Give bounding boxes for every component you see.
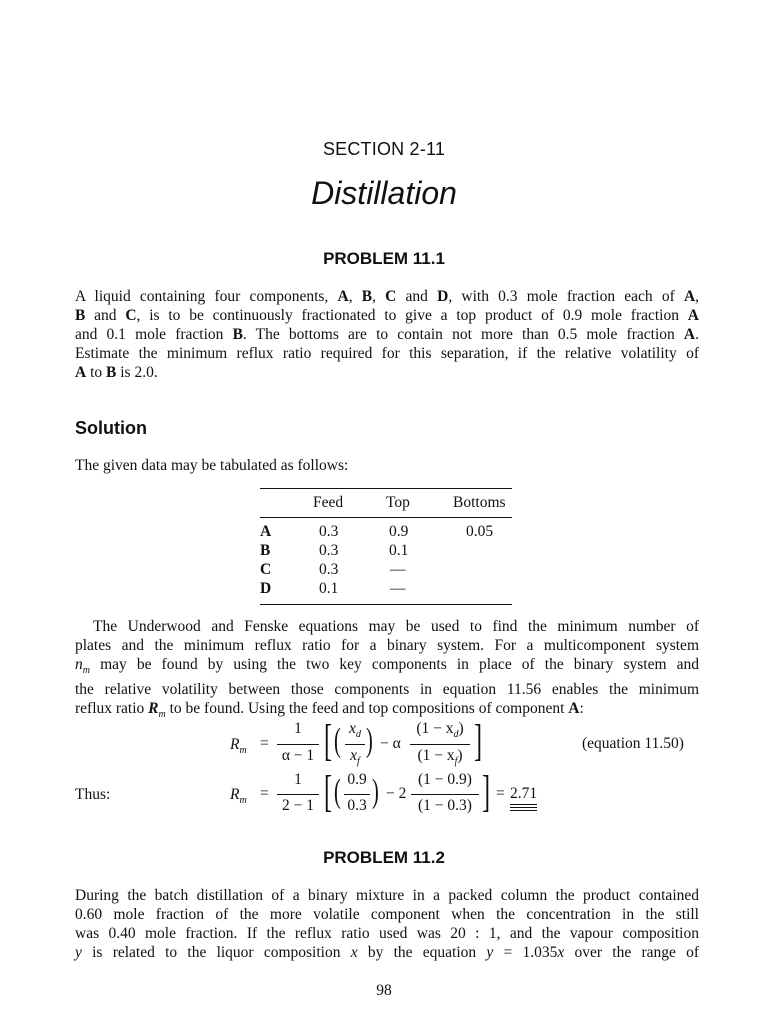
table-top-rule: [260, 488, 512, 489]
fraction-denominator: 0.3: [347, 797, 367, 814]
table-cell: 0.3: [319, 523, 339, 540]
left-bracket: [: [324, 767, 333, 816]
minus-two: − 2: [386, 785, 407, 802]
right-paren: ): [366, 722, 373, 759]
table-cell: 0.9: [389, 523, 409, 540]
equals-sign: =: [260, 735, 269, 752]
column-header-top: Top: [386, 494, 410, 511]
equation-lhs: $R_m$: [230, 786, 247, 807]
fraction-numerator: $(1 - x_d)$: [416, 720, 464, 741]
equals-sign: =: [260, 785, 269, 802]
text-line: the relative volatility between those components in equation 11.56 enables the minimum: [75, 681, 699, 699]
text-line: and 0.1 mole fraction B. The bottoms are to contain not more than 0.5 mole fraction A.: [75, 326, 699, 343]
text-line: During the batch distillation of a binary mixture in a packed column the product contained: [75, 887, 699, 904]
fraction-bar: [410, 744, 470, 745]
fraction-bar: [277, 744, 319, 745]
chapter-title: Distillation: [311, 175, 457, 211]
text-line: A to B is 2.0.: [75, 364, 158, 381]
section-label: SECTION 2-11: [322, 139, 446, 159]
table-cell: 0.3: [319, 561, 339, 578]
text-line: reflux ratio $R_m$ to be found. Using the feed and top compositions of component A:: [75, 700, 584, 721]
column-header-bottoms: Bottoms: [453, 494, 506, 511]
text-line: 0.60 mole fraction of the more volatile component when the concentration in the still: [75, 906, 699, 923]
fraction-bar: [277, 794, 319, 795]
problem-statement: [75, 287, 699, 382]
right-bracket: ]: [474, 716, 483, 765]
thus-label: Thus:: [75, 786, 111, 803]
equals-sign: =: [496, 785, 505, 802]
solution-heading: Solution: [75, 418, 147, 438]
row-label: C: [260, 561, 272, 578]
fraction-denominator: $(1 - x_f)$: [417, 747, 463, 768]
final-result: 2.71: [510, 785, 537, 805]
solution-intro: [75, 456, 699, 475]
minus-alpha: − α: [380, 735, 401, 752]
problem-statement: [75, 886, 699, 962]
row-label: D: [260, 580, 272, 597]
equation-lhs: $R_m$: [230, 736, 247, 757]
fraction-numerator: 1: [294, 720, 302, 737]
text-line: was 0.40 mole fraction. If the reflux ratio used was 20 : 1, and the vapour composition: [75, 925, 699, 942]
table-bottom-rule: [260, 604, 512, 605]
left-paren: (: [334, 722, 341, 759]
table-cell: 0.1: [389, 542, 409, 559]
table-cell: —: [390, 580, 406, 597]
right-paren: ): [372, 773, 379, 810]
table-cell: —: [390, 561, 406, 578]
fraction-numerator: 0.9: [347, 771, 367, 788]
fraction-numerator: (1 − 0.9): [418, 771, 472, 788]
row-label: A: [260, 523, 272, 540]
fraction-denominator: α − 1: [281, 747, 315, 764]
fraction-bar: [411, 794, 479, 795]
row-label: B: [260, 542, 271, 559]
text-line: y is related to the liquor composition x by the equation y = 1.035x over the range of: [75, 944, 700, 961]
fraction-denominator: 2 − 1: [282, 797, 314, 814]
equation-underwood: [0, 718, 768, 770]
problem-heading: PROBLEM 11.2: [323, 848, 445, 867]
fraction-numerator: $x_d$: [349, 720, 361, 741]
table-cell: 0.05: [466, 523, 494, 540]
fraction-denominator: (1 − 0.3): [418, 797, 472, 814]
right-bracket: ]: [482, 767, 491, 816]
text-line: The Underwood and Fenske equations may be used to find the minimum number of: [93, 618, 699, 635]
fraction-bar: [344, 794, 370, 795]
equation-reference: (equation 11.50): [582, 735, 684, 752]
text-line: B and C, is to be continuously fractionated to give a top product of 0.9 mole fraction A: [75, 307, 699, 324]
fraction-numerator: 1: [294, 771, 302, 788]
text-line: $n_m$ may be found by using the two key components in place of the binary system and: [75, 656, 699, 677]
table-cell: 0.1: [319, 580, 339, 597]
solution-body: [75, 617, 699, 724]
table-header-rule: [260, 517, 512, 518]
table-cell: 0.3: [319, 542, 339, 559]
left-bracket: [: [324, 716, 333, 765]
column-header-feed: Feed: [313, 494, 344, 511]
fraction-bar: [345, 744, 365, 745]
left-paren: (: [334, 773, 341, 810]
text-line: Estimate the minimum reflux ratio required for this separation, if the relative volatility of: [75, 345, 699, 362]
equation-numeric: [0, 767, 768, 820]
text-line: plates and the minimum reflux ratio for a binary system. For a multicomponent system: [75, 637, 699, 654]
text-line: A liquid containing four components, A, B, C and D, with 0.3 mole fraction each of A,: [75, 288, 700, 305]
fraction-denominator: $x_f$: [350, 747, 360, 768]
text-line: The given data may be tabulated as follows:: [75, 457, 349, 474]
problem-heading: PROBLEM 11.1: [323, 249, 445, 268]
page-number: 98: [376, 982, 392, 999]
